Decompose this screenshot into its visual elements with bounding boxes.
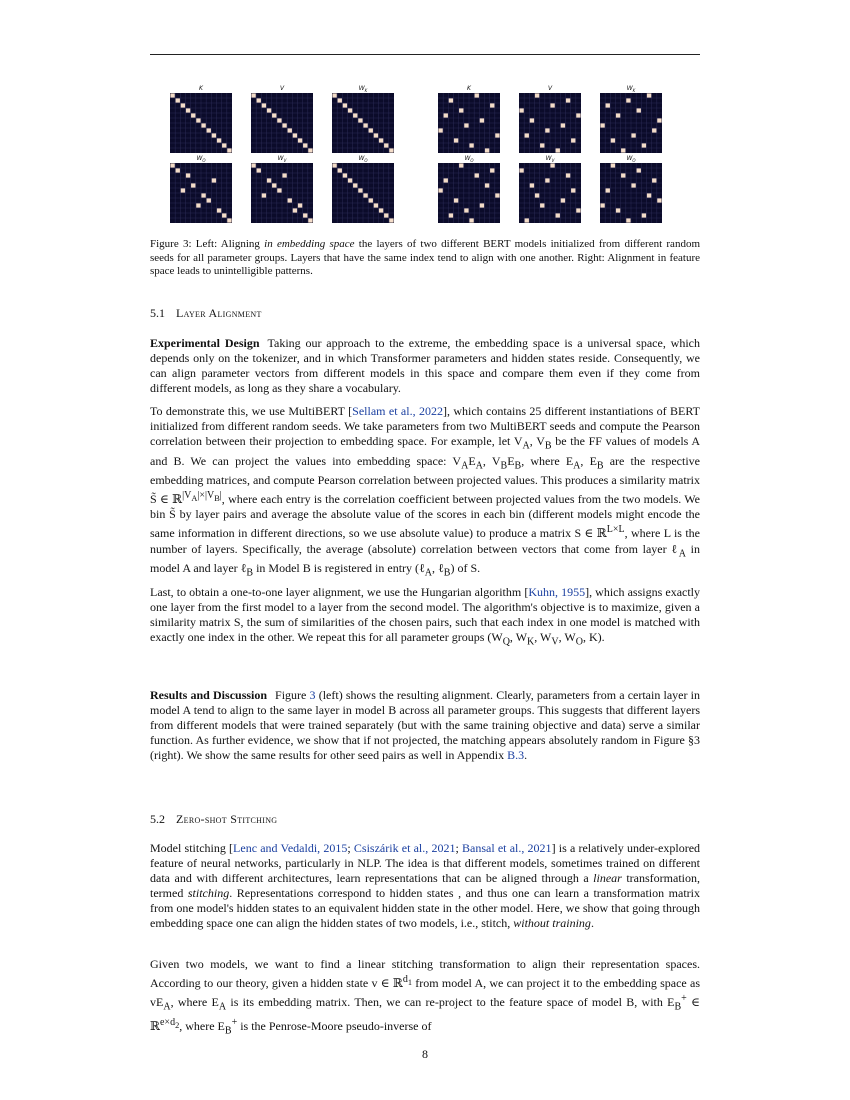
matched-cell: [631, 133, 635, 137]
section-number: 5.2: [150, 812, 165, 826]
matched-cell: [444, 178, 448, 182]
matrix-label: V: [279, 85, 285, 92]
text: , where each entry is the correlation coefficient between projected values from the two models. We bin S̃ by layer pairs and average the absolute value of the scores in each bin (different models might encode the same information in different directions, so we use absolute value) to produce a matrix S ∈ ℝ: [150, 492, 701, 541]
text: in Model B is registered in entry (ℓ: [253, 561, 425, 576]
matched-cell: [338, 98, 342, 102]
matrix-heatmap: [519, 163, 581, 223]
matched-cell: [251, 93, 255, 97]
matrix-heatmap: [332, 163, 394, 223]
matrix-label: $W_O$: [464, 155, 474, 164]
matched-cell: [207, 128, 211, 132]
matched-cell: [576, 113, 580, 117]
matched-cell: [530, 118, 534, 122]
emphasis: stitching: [187, 886, 230, 901]
matched-cell: [257, 98, 261, 102]
matched-cell: [186, 108, 190, 112]
matched-cell: [495, 133, 499, 137]
matched-cell: [308, 148, 312, 152]
matched-cell: [495, 193, 499, 197]
text: Figure: [275, 688, 310, 702]
matched-cell: [480, 203, 484, 207]
right-matrix-wo-2: [600, 154, 662, 223]
matched-cell: [621, 148, 625, 152]
matched-cell: [170, 163, 174, 167]
matched-cell: [561, 123, 565, 127]
matched-cell: [657, 118, 661, 122]
matched-cell: [519, 108, 523, 112]
paragraph-results: [150, 688, 700, 763]
matched-cell: [379, 138, 383, 142]
matrix-heatmap: [251, 163, 313, 223]
text: ) of S.: [450, 561, 481, 576]
matched-cell: [611, 138, 615, 142]
paragraph-demonstration: To demonstrate this, we use MultiBERT [Sellam et al., 2022], which contains 25 different instantiations of BERT initialized from different random seeds. We take parameters from two MultiBERT seeds and compute the Pearson correlation between their projection to embedding space. For example, let $V_A$, $V_B$ be the FF values of models A and B. We can project the values into embedding space: $V_AE_A$, $V_BE_B$, where $E_A$, $E_B$ are the respective embedding matrices, and compute Pearson correlation between projected values. This produces a similarity matrix S̃ ∈ ℝ$^{|V_A|\times|V_B|}$, where each entry is the correlation coefficient between projected values from the two models. We bin S̃ by layer pairs and average the absolute value of the scores in each bin (different models might encode the same information in different directions, so we use absolute value) to produce a matrix S ∈ ℝ$^{L\times L}$, where L is the number of layers. Specifically, the average (absolute) correlation between vectors that come from layer ℓ$_A$ in model A and layer ℓ$_B$ in Model B is registered in entry (ℓ$_A$, ℓ$_B$) of S.: [150, 404, 701, 579]
caption-text: the layers of two different BERT models initialized from different random seeds for all parameter groups. Layers that have the same index tend to align with one another. Right: Alignment in feature space leads to unintelligible patterns.: [150, 238, 700, 278]
matched-cell: [201, 193, 205, 197]
section-heading-5-1: [150, 306, 262, 321]
matched-cell: [358, 118, 362, 122]
matched-cell: [353, 113, 357, 117]
text: are the respective embedding matrices, and compute Pearson correlation between projected values. This produces a similarity matrix S̃ ∈ ℝ: [150, 453, 700, 507]
right-matrix-wk: [600, 84, 662, 153]
matched-cell: [535, 93, 539, 97]
matched-cell: [176, 168, 180, 172]
text: in model A and layer ℓ: [150, 541, 700, 576]
matched-cell: [363, 123, 367, 127]
left-matrix-wo: [170, 154, 232, 223]
matched-cell: [343, 173, 347, 177]
matched-cell: [647, 193, 651, 197]
matched-cell: [438, 188, 442, 192]
matched-cell: [642, 213, 646, 217]
matched-cell: [550, 163, 554, 167]
matched-cell: [576, 208, 580, 212]
section-number: 5.1: [150, 306, 165, 320]
matched-cell: [616, 208, 620, 212]
matched-cell: [525, 133, 529, 137]
right-matrix-wo: [438, 154, 500, 223]
appendix-link[interactable]: B.3: [507, 748, 525, 763]
paragraph-hungarian: Last, to obtain a one-to-one layer alignment, we use the Hungarian algorithm [Kuhn, 1955], which assigns exactly one layer from the first model to a layer from the second model. The algorithm's objective is to maximize, given a similarity matrix S, the sum of similarities of the chosen pairs, such that each index in one model is matched with exactly one index in the other. We repeat this for all parameter groups ($W_Q$, $W_K$, $W_V$, $W_O$, K).: [150, 585, 701, 648]
right-matrix-v: [519, 84, 581, 153]
matched-cell: [469, 143, 473, 147]
matrix-heatmap: [332, 93, 394, 153]
matched-cell: [642, 143, 646, 147]
matrix-heatmap: [170, 93, 232, 153]
text: ] is a relatively under-explored feature of neural networks, particularly in NLP. The idea is that different models, sometimes trained on different data and with different architectures, learn representations that can be aligned through a: [150, 841, 701, 886]
matched-cell: [600, 203, 604, 207]
matched-cell: [222, 213, 226, 217]
matched-cell: [384, 143, 388, 147]
text: Given two models, we want to find a linear stitching transformation to align their representation spaces. According to our theory, given a hidden state v ∈ ℝ: [150, 957, 700, 991]
emphasis: without training: [513, 916, 591, 931]
citation-link[interactable]: Csiszárik et al., 2021: [353, 841, 456, 855]
matched-cell: [556, 148, 560, 152]
matrix-label: $W_O$: [358, 155, 368, 164]
matched-cell: [303, 213, 307, 217]
matched-cell: [561, 198, 565, 202]
matrix-heatmap: [170, 163, 232, 223]
matched-cell: [626, 218, 630, 222]
page-number: 8: [422, 1047, 428, 1061]
matched-cell: [348, 178, 352, 182]
matched-cell: [621, 173, 625, 177]
matched-cell: [540, 203, 544, 207]
matched-cell: [530, 183, 534, 187]
text: , where E: [170, 995, 219, 1010]
matched-cell: [459, 108, 463, 112]
matched-cell: [571, 188, 575, 192]
matrix-heatmap: [438, 93, 500, 153]
matched-cell: [282, 123, 286, 127]
matched-cell: [566, 173, 570, 177]
matched-cell: [196, 118, 200, 122]
matrix-label: $W_V$: [277, 155, 287, 164]
figure-3: [170, 84, 690, 224]
matched-cell: [288, 128, 292, 132]
text: ;: [347, 841, 354, 855]
matrix-heatmap: [251, 93, 313, 153]
section-heading-5-2: [150, 812, 277, 827]
matched-cell: [277, 118, 281, 122]
matched-cell: [475, 93, 479, 97]
matched-cell: [545, 128, 549, 132]
text: To demonstrate this, we use MultiBERT [: [150, 404, 353, 418]
matched-cell: [267, 108, 271, 112]
matched-cell: [475, 173, 479, 177]
matched-cell: [303, 143, 307, 147]
text: ], which assigns exactly one layer from the first model to a layer from the second model. The algorithm's objective is to maximize, given a similarity matrix S, the sum of similarities of the chosen pairs, such that each index in one model is matched with exactly one index in the other. We repeat this for all parameter groups (W: [150, 585, 701, 645]
figure-caption: [150, 238, 700, 279]
matched-cell: [293, 208, 297, 212]
matched-cell: [288, 198, 292, 202]
section-title: Zero-shot Stitching: [176, 812, 278, 826]
matched-cell: [540, 143, 544, 147]
matched-cell: [611, 163, 615, 167]
text: be the FF values of models A and B. We can project the values into embedding space: V: [150, 434, 701, 468]
matched-cell: [469, 218, 473, 222]
matched-cell: [348, 108, 352, 112]
matched-cell: [600, 123, 604, 127]
paragraph-heading: Results and Discussion: [150, 688, 268, 702]
matched-cell: [343, 103, 347, 107]
matched-cell: [438, 128, 442, 132]
matrix-label: $W_V$: [545, 155, 555, 164]
matched-cell: [606, 188, 610, 192]
matched-cell: [181, 188, 185, 192]
matched-cell: [186, 173, 190, 177]
matched-cell: [298, 138, 302, 142]
matched-cell: [449, 98, 453, 102]
matched-cell: [519, 168, 523, 172]
matched-cell: [647, 93, 651, 97]
text: Last, to obtain a one-to-one layer alignment, we use the Hungarian algorithm [: [150, 585, 529, 599]
matched-cell: [545, 178, 549, 182]
matched-cell: [181, 103, 185, 107]
matched-cell: [212, 178, 216, 182]
matched-cell: [308, 218, 312, 222]
paragraph-stitching: [150, 841, 700, 932]
text: , where L is the number of layers. Specifically, the average (absolute) correlation between vectors that come from layer ℓ: [150, 526, 700, 556]
matched-cell: [298, 203, 302, 207]
matched-cell: [389, 148, 393, 152]
matched-cell: [379, 208, 383, 212]
citation-link[interactable]: Kuhn, 1955: [528, 585, 586, 599]
matched-cell: [480, 118, 484, 122]
matched-cell: [332, 93, 336, 97]
section-title: Layer Alignment: [176, 306, 262, 320]
matched-cell: [272, 183, 276, 187]
matched-cell: [490, 168, 494, 172]
text: .: [524, 748, 528, 763]
matched-cell: [191, 113, 195, 117]
matched-cell: [338, 168, 342, 172]
paragraph-experimental-design: [150, 336, 700, 396]
matched-cell: [616, 113, 620, 117]
matched-cell: [217, 138, 221, 142]
matched-cell: [358, 188, 362, 192]
matched-cell: [626, 98, 630, 102]
text: ], which contains 25 different instantiations of BERT initialized from different random seeds. We take parameters from two MultiBERT seeds and compute the Pearson correlation between their projection to embedding space. For example, let V: [150, 404, 700, 449]
matched-cell: [566, 98, 570, 102]
left-matrix-v: [251, 84, 313, 153]
text: ;: [455, 841, 462, 855]
paragraph-text: Taking our approach to the extreme, the embedding space is a universal space, which depends only on the tokenizer, and in which Transformer parameters and hidden states reside. Consequently, we can align parameter vectors from different models in this space and compare them even if they come from different models, as long as they share a vocabulary.: [150, 336, 700, 396]
left-matrix-wk: [332, 84, 394, 153]
left-matrix-wv: [251, 154, 313, 223]
matched-cell: [535, 193, 539, 197]
paragraph-heading: Experimental Design: [150, 336, 260, 350]
citation-link[interactable]: Sellam et al., 2022: [352, 404, 443, 418]
matched-cell: [652, 128, 656, 132]
matrix-label: K: [467, 85, 471, 92]
matched-cell: [277, 188, 281, 192]
matrix-heatmap: [600, 93, 662, 153]
matched-cell: [369, 198, 373, 202]
text: transformation, termed: [150, 871, 700, 901]
matched-cell: [571, 138, 575, 142]
figure-reference-link[interactable]: 3: [309, 688, 316, 702]
text: (left) shows the resulting alignment. Clearly, parameters from a certain layer in model A tend to align to the same layer in model B across all parameter groups. This suggests that different layers from different models that were trained separately (but with the same training objective and data) serve a similar function. As further evidence, we show that if not projected, the matching appears absolutely random in Figure §3 (right). We show the same results for other seed pairs as well in Appendix: [150, 688, 700, 763]
matched-cell: [525, 218, 529, 222]
matrix-label: $W_O$: [196, 155, 206, 164]
text: , where E: [521, 453, 574, 468]
text: is the Penrose-Moore pseudo-inverse of: [237, 1018, 432, 1033]
matched-cell: [227, 218, 231, 222]
text: , K).: [582, 630, 605, 645]
matched-cell: [459, 163, 463, 167]
matched-cell: [212, 133, 216, 137]
matched-cell: [556, 213, 560, 217]
matched-cell: [449, 213, 453, 217]
matrix-label: $W_K$: [626, 85, 636, 94]
matrix-label: $W_K$: [358, 85, 368, 94]
matched-cell: [637, 108, 641, 112]
text: from model A, we can project it to the embedding space as vE: [150, 976, 700, 1010]
matched-cell: [490, 103, 494, 107]
matched-cell: [170, 93, 174, 97]
matched-cell: [363, 193, 367, 197]
matched-cell: [196, 203, 200, 207]
matrix-label: K: [199, 85, 203, 92]
matched-cell: [454, 138, 458, 142]
matched-cell: [222, 143, 226, 147]
matched-cell: [369, 128, 373, 132]
paragraph-given-two-models: Given two models, we want to find a linear stitching transformation to align their representation spaces. According to our theory, given a hidden state v ∈ ℝ$^{d_1}$ from model A, we can project it to the embedding space as $vE_A$, where $E_A$ is its embedding matrix. Then, we can re-project to the feature space of model B, with $E_B^+$ ∈ ℝ$^{e\times d_2}$, where $E_B^+$ is the Penrose-Moore pseudo-inverse of: [150, 957, 700, 1037]
matched-cell: [652, 178, 656, 182]
matched-cell: [464, 123, 468, 127]
matched-cell: [657, 198, 661, 202]
matched-cell: [332, 163, 336, 167]
matched-cell: [353, 183, 357, 187]
matched-cell: [176, 98, 180, 102]
matched-cell: [293, 133, 297, 137]
matched-cell: [464, 208, 468, 212]
matched-cell: [282, 173, 286, 177]
header-rule: [150, 54, 700, 55]
text: . Representations correspond to hidden states , and thus one can learn a transformation matrix from one model's hidden states to an equivalent hidden state in the other model. Here, we show that going through embedding space one can align the hidden states of two models, i.e., stitch,: [150, 886, 700, 931]
matched-cell: [217, 208, 221, 212]
matched-cell: [227, 148, 231, 152]
right-matrix-k: [438, 84, 500, 153]
caption-emphasis: in embedding space: [264, 238, 355, 250]
matched-cell: [262, 193, 266, 197]
matched-cell: [257, 168, 261, 172]
matched-cell: [374, 203, 378, 207]
left-matrix-k: [170, 84, 232, 153]
matched-cell: [272, 113, 276, 117]
left-matrix-wo-2: [332, 154, 394, 223]
matched-cell: [606, 103, 610, 107]
matched-cell: [374, 133, 378, 137]
text: , where E: [179, 1018, 225, 1033]
matched-cell: [454, 198, 458, 202]
matrix-heatmap: [600, 163, 662, 223]
matrix-label: $W_O$: [626, 155, 636, 164]
matched-cell: [631, 183, 635, 187]
citation-link[interactable]: Lenc and Vedaldi, 2015: [233, 841, 348, 855]
text: Model stitching [: [150, 841, 234, 855]
text: .: [590, 916, 594, 931]
matrix-label: V: [547, 85, 553, 92]
matched-cell: [267, 178, 271, 182]
text: is its embedding matrix. Then, we can re-project to the feature space of model B, with E: [226, 995, 675, 1010]
matched-cell: [201, 123, 205, 127]
matched-cell: [389, 218, 393, 222]
matched-cell: [485, 183, 489, 187]
matched-cell: [251, 163, 255, 167]
right-matrix-wv: [519, 154, 581, 223]
caption-text: Figure 3: Left: Aligning: [150, 238, 265, 250]
citation-link[interactable]: Bansal et al., 2021: [462, 841, 552, 855]
matched-cell: [485, 148, 489, 152]
matched-cell: [262, 103, 266, 107]
matched-cell: [384, 213, 388, 217]
matched-cell: [550, 103, 554, 107]
matrix-heatmap: [438, 163, 500, 223]
emphasis: linear: [593, 871, 622, 886]
matched-cell: [637, 168, 641, 172]
matched-cell: [207, 198, 211, 202]
matched-cell: [191, 183, 195, 187]
matrix-heatmap: [519, 93, 581, 153]
matched-cell: [444, 113, 448, 117]
